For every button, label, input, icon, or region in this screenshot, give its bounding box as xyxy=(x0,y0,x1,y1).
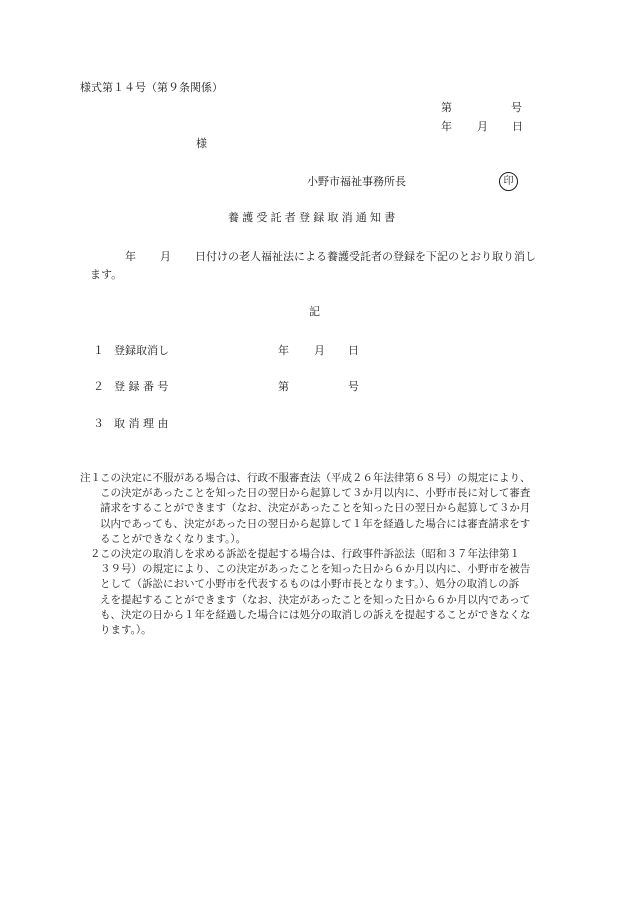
date-month: 月 xyxy=(477,120,488,133)
item-number: １ xyxy=(93,344,104,357)
item-number: ２ xyxy=(93,380,104,393)
notes-section xyxy=(80,471,560,638)
body-sentence-line1: 日付けの老人福祉法による養護受託者の登録を下記のとおり取り消し xyxy=(195,250,536,263)
note-number: ２ xyxy=(90,548,101,561)
issuer-name: 小野市福祉事務所長 xyxy=(307,175,406,188)
item-day: 日 xyxy=(348,344,359,357)
seal-mark: 印 xyxy=(499,172,518,191)
addressee-suffix: 様 xyxy=(196,137,207,150)
doc-number-prefix: 第 xyxy=(441,101,452,114)
note-2 xyxy=(80,547,560,638)
item-number-suffix: 号 xyxy=(348,380,359,393)
item-label: 登 録 番 号 xyxy=(114,380,169,393)
note-text: この決定に不服がある場合は、行政不服審査法（平成２６年法律第６８号）の規定により、 この決定があったことを知った日の翌日から起算して３か月以内に、小野市長に対して審査 請求をすることができます（なお、決定があったことを知った日の翌日から起算して３か月 以内であっても、決定があった日の翌日から起算して１年を経過した場合には審査請求をす ることができなくなります。）。 xyxy=(100,472,531,545)
document-title: 養護受託者登録取消通知書 xyxy=(228,211,399,224)
body-month: 月 xyxy=(160,250,171,263)
ki-heading: 記 xyxy=(309,305,320,318)
note-number: 注１ xyxy=(80,472,101,484)
date-day: 日 xyxy=(512,120,523,133)
item-label: 取 消 理 由 xyxy=(114,417,169,430)
date-year: 年 xyxy=(441,120,452,133)
form-label: 様式第１４号（第９条関係） xyxy=(80,81,223,94)
note-1 xyxy=(80,471,560,547)
doc-number-suffix: 号 xyxy=(511,101,522,114)
body-sentence-line2: ます。 xyxy=(90,268,123,281)
body-year: 年 xyxy=(125,250,136,263)
item-year: 年 xyxy=(278,344,289,357)
item-month: 月 xyxy=(314,344,325,357)
note-text: この決定の取消しを求める訴訟を提起する場合は、行政事件訴訟法（昭和３７年法律第１ ３９号）の規定により、この決定があったことを知った日から６か月以内に、小野市を被告 として（訴訟において小野市を代表するものは小野市長となります。）、処分の取消しの訴 えを提起することができます（なお、決定があったことを知った日から６か月以内であって も、決定の日から１年を経過した場合には処分の取消しの訴えを提起することができなくな ります。）。 xyxy=(100,548,531,637)
item-label: 登録取消し xyxy=(114,344,169,357)
item-number-prefix: 第 xyxy=(278,380,289,393)
item-number: ３ xyxy=(93,417,104,430)
